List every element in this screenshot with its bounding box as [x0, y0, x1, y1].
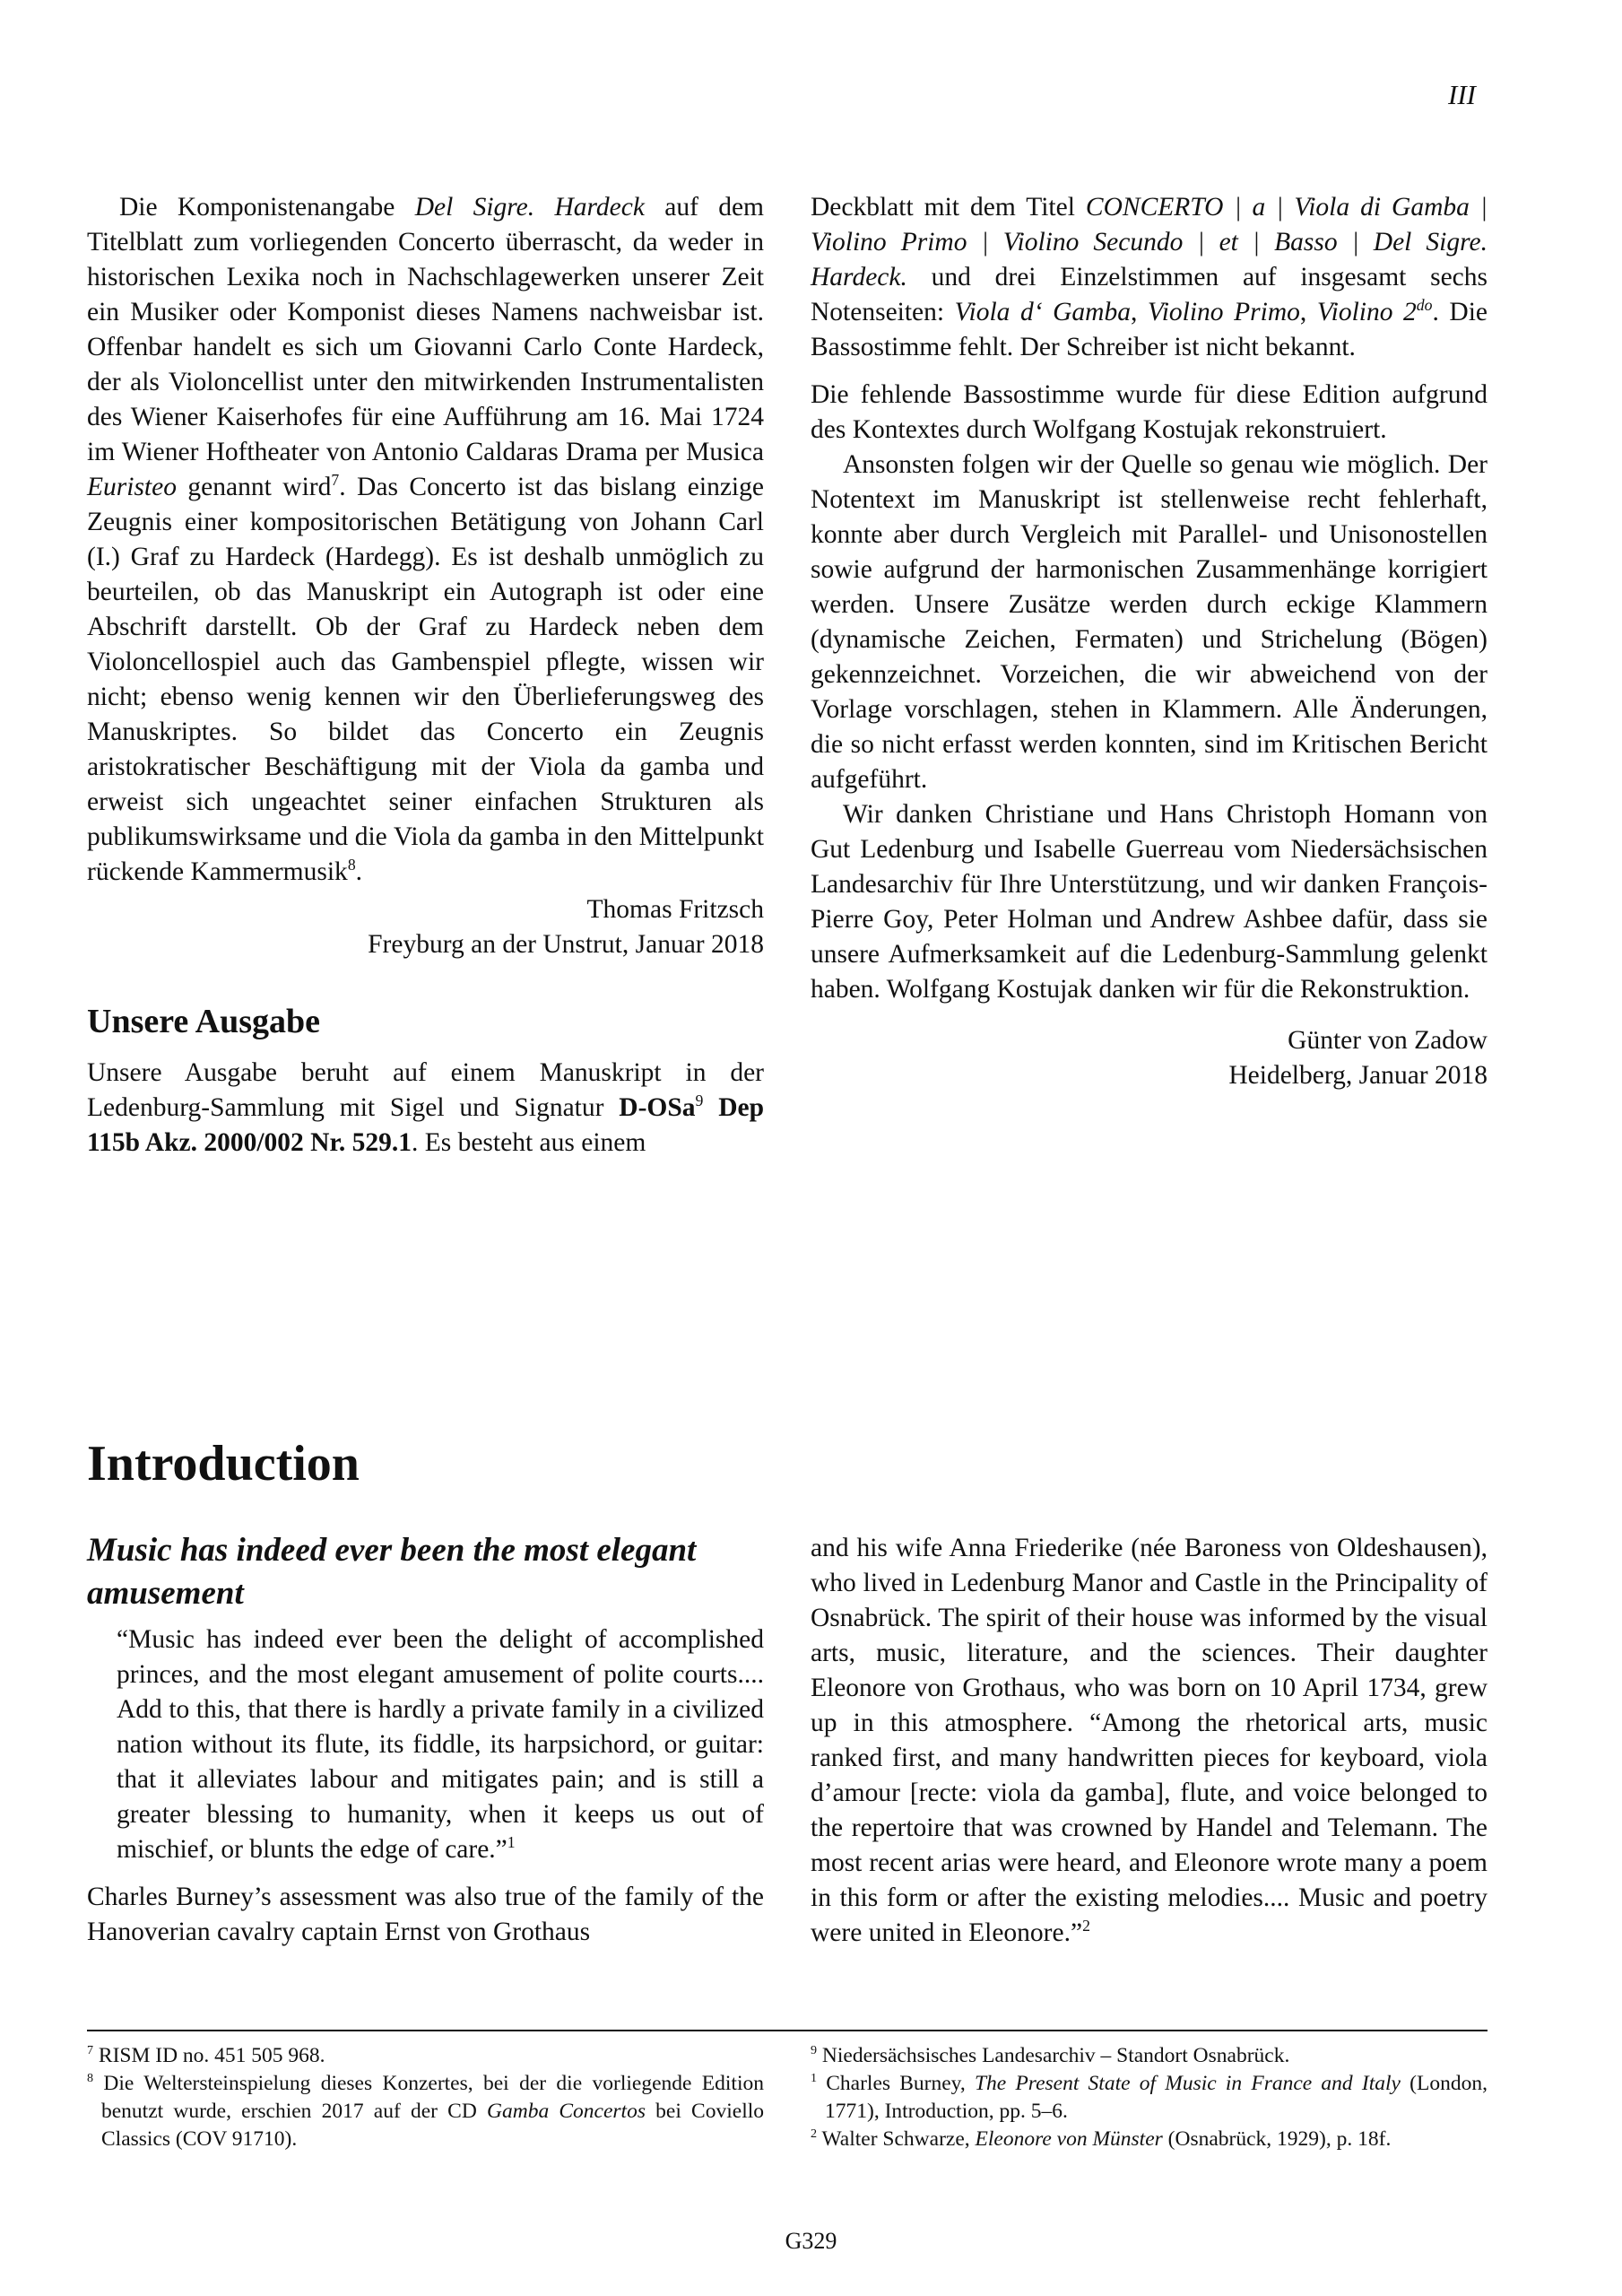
- footnote-9: $^9$ Niedersächsisches Landesarchiv – Standort Osnabrück.: [811, 2043, 1290, 2067]
- vorwort-paragraph-1: Die Komponistenangabe Del Sigre. Hardeck auf dem Titelblatt zum vorliegenden Concerto überrascht, da weder in historischen Lexika noch in Nachschlagewerken unserer Zeit ein Musiker oder Komponist dieses Namens nachweisbar ist. Offenbar handelt es sich um Giovanni Carlo Conte Hardeck, der als Violoncellist unter den mitwirkenden Instrumentalisten des Wiener Kaiserhofes für eine Aufführung am 16. Mai 1724 im Wiener Hoftheater von Antonio Caldaras Drama per Musica Euristeo genannt wird$^7$. Das Concerto ist das bislang einzige Zeugnis einer kompositorischen Betätigung von Johann Carl (I.) Graf zu Hardeck (Hardegg). Es ist deshalb unmöglich zu beurteilen, ob das Manuskript ein Autograph ist oder eine Abschrift darstellt. Ob der Graf zu Hardeck neben dem Violoncellospiel auch das Gambenspiel pflegte, wissen wir nicht; ebenso wenig kennen wir den Überlieferungsweg des Manuskriptes. So bildet das Concerto ein Zeugnis aristokratischer Beschäftigung mit der Viola da gamba und erweist sich ungeachtet seiner einfachen Strukturen als publikumswirksame und die Viola da gamba in den Mittelpunkt rückende Kammermusik$^8$.: [87, 193, 764, 886]
- footnote-ref-1: 1: [507, 1833, 516, 1852]
- introduction-left-column: [87, 1529, 764, 1950]
- footnote-2: $^2$ Walter Schwarze, Eleonore von Münster (Osnabrück, 1929), p. 18f.: [811, 2126, 1392, 2151]
- ausgabe-paragraph-4: Ansonsten folgen wir der Quelle so genau wie möglich. Der Notentext im Manuskript ist stellenweise recht fehlerhaft, konnte aber durch Vergleich mit Parallel- und Unisonostellen sowie aufgrund der harmonischen Zusammenhänge korrigiert werden. Unsere Zusätze werden durch eckige Klammern (dynamische Zeichen, Fermaten) und Strichelung (Bögen) gekennzeichnet. Vorzeichen, die wir abweichend von der Vorlage vorschlagen, stehen in Klammern. Alle Änderungen, die so nicht erfasst werden konnten, sind im Kritischen Bericht aufgeführt.: [811, 450, 1488, 794]
- ausgabe-paragraph-3: Die fehlende Bassostimme wurde für diese Edition aufgrund des Kontextes durch Wolfgang Kostujak rekonstruiert.: [811, 380, 1488, 444]
- footnote-ref-7: 7: [331, 471, 340, 490]
- introduction-paragraph-1: Charles Burney’s assessment was also true of the family of the Hanoverian cavalry captain Ernst von Grothaus: [87, 1883, 764, 1946]
- signature-place-1: Freyburg an der Unstrut, Januar 2018: [368, 930, 764, 959]
- vorwort-left-column: [87, 190, 764, 1161]
- signature-place-2: Heidelberg, Januar 2018: [1228, 1061, 1488, 1090]
- footnote-ref-8: 8: [347, 856, 356, 874]
- signature-name-2: Günter von Zadow: [1288, 1026, 1488, 1055]
- ausgabe-paragraph-1: Unsere Ausgabe beruht auf einem Manuskript in der Ledenburg-Sammlung mit Sigel und Signatur D-OSa$^9$ Dep 115b Akz. 2000/002 Nr. 529.1. Es besteht aus einem: [87, 1058, 764, 1157]
- footnote-1: $^1$ Charles Burney, The Present State of Music in France and Italy (London, 1771), Introduction, pp. 5–6.: [811, 2071, 1488, 2123]
- ausgabe-paragraph-2: Deckblatt mit dem Titel CONCERTO | a | Viola di Gamba | Violino Primo | Violino Secundo | et | Basso | Del Sigre. Hardeck. und drei Einzelstimmen auf insgesamt sechs Notenseiten: Viola d‘ Gamba, Violino Primo, Violino $2^{do}$. Die Bassostimme fehlt. Der Schreiber ist nicht bekannt.: [811, 193, 1488, 361]
- introduction-paragraph-2: and his wife Anna Friederike (née Baroness von Oldeshausen), who lived in Ledenburg Manor and Castle in the Principality of Osnabrück. The spirit of their house was informed by the visual arts, music, literature, and the sciences. Their daughter Eleonore von Grothaus, who was born on 10 April 1734, grew up in this atmosphere. “Among the rhetorical arts, music ranked first, and many handwritten pieces for keyboard, viola d’amour [recte: viola da gamba], flute, and voice belonged to the repertoire that was crowned by Handel and Telemann. The most recent arias were heard, and Eleonore wrote many a poem in this form or after the existing melodies.... Music and poetry were united in Eleonore.”$^2$: [811, 1534, 1488, 1947]
- footnotes-right: [811, 2042, 1488, 2153]
- signature-name-1: Thomas Fritzsch: [586, 895, 764, 924]
- footnote-ref-9: 9: [695, 1091, 704, 1110]
- ausgabe-paragraph-5: Wir danken Christiane und Hans Christoph Homann von Gut Ledenburg und Isabelle Guerreau vom Niedersächsischen Landesarchiv für Ihre Unterstützung, und wir danken François-Pierre Goy, Peter Holman und Andrew Ashbee dafür, dass sie unsere Aufmerksamkeit auf die Ledenburg-Sammlung gelenkt haben. Wolfgang Kostujak danken wir für die Rekonstruktion.: [811, 800, 1488, 1004]
- footnote-ref-2: 2: [1082, 1917, 1090, 1935]
- page-number: III: [1448, 79, 1476, 110]
- footnotes-left: [87, 2042, 764, 2153]
- folio: G329: [785, 2228, 837, 2254]
- footnote-8: $^8$ Die Weltersteinspielung dieses Konzertes, bei der die vorliegende Edition benutzt wurde, erschien 2017 auf der CD Gamba Concertos bei Coviello Classics (COV 91710).: [87, 2071, 764, 2151]
- footnote-separator: [87, 2030, 1488, 2031]
- vorwort-right-column: [811, 190, 1488, 1093]
- introduction-right-column: [811, 1531, 1488, 1951]
- footnote-7: $^7$ RISM ID no. 451 505 968.: [87, 2043, 325, 2067]
- introduction-title: Introduction: [87, 1436, 360, 1492]
- burney-quote: “Music has indeed ever been the delight of accomplished princes, and the most elegant amusement of polite courts.... Add to this, that there is hardly a private family in a civilized nation without its flute, its fiddle, its harpsichord, or guitar: that it alleviates labour and mitigates pain; and is still a greater blessing to humanity, when it keeps us out of mischief, or blunts the edge of care.”$^1$: [117, 1625, 764, 1864]
- heading-unsere-ausgabe: Unsere Ausgabe: [87, 1003, 321, 1040]
- introduction-subtitle: Music has indeed ever been the most elegant amusement: [87, 1532, 697, 1612]
